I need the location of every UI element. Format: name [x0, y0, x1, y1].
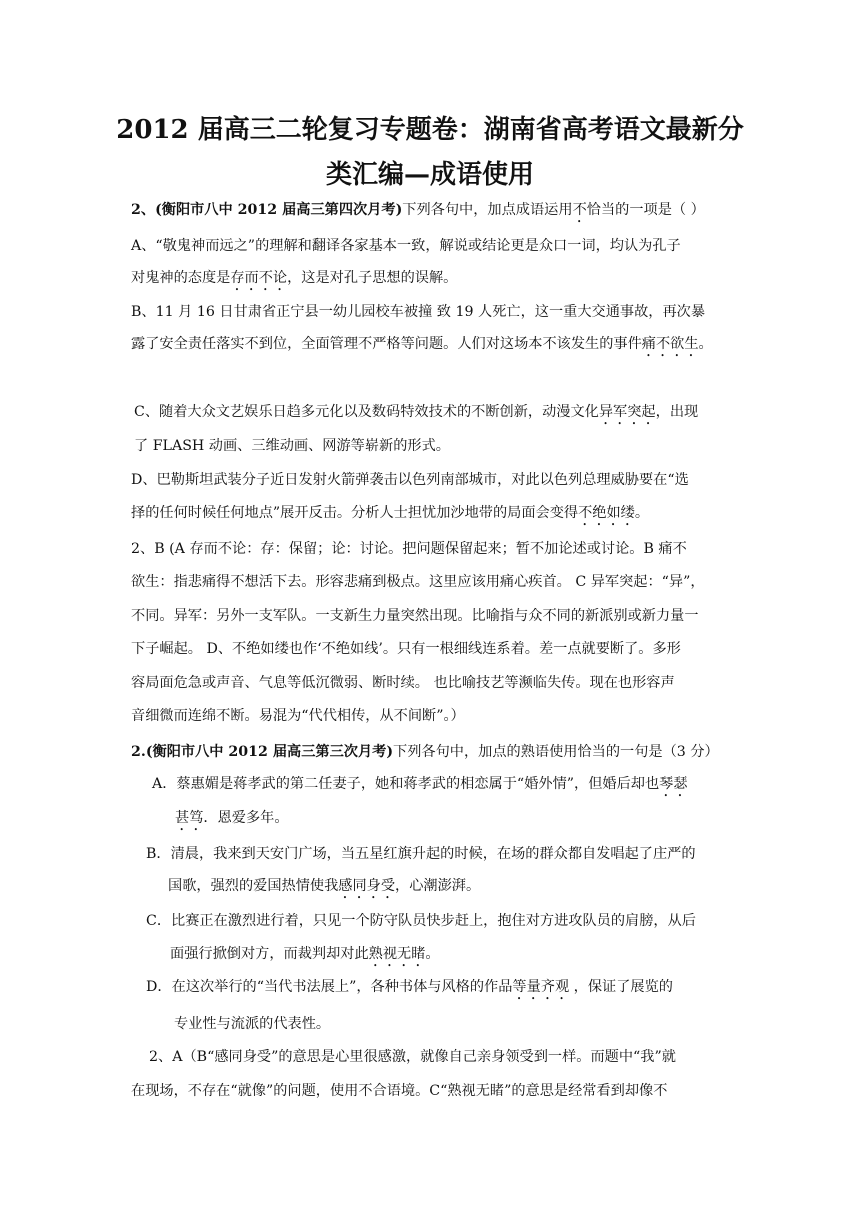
q1-option-b-line-1: B、11 月 16 日甘肃省正宁县一幼儿园校车被撞 致 19 人死亡，这一重大交通事故，再次暴: [131, 304, 706, 320]
text: ，这是对孔子思想的误解。: [287, 270, 458, 286]
answer-2-line-2: 在现场，不存在“就像”的问题，使用不合语境。C“熟视无睹”的意思是经常看到却像不: [131, 1083, 668, 1099]
idiom-emphasis: 痛不欲生: [641, 336, 699, 352]
text: A．蔡惠媚是蒋孝武的第二任妻子，她和蒋孝武的相恋属于“婚外情”，但婚后却也: [152, 776, 660, 792]
document-title: [100, 108, 760, 198]
answer-1-line-5: 容局面危急或声音、气息等低沉微弱、断时续。 也比喻技艺等濒临失传。现在也形容声: [131, 675, 675, 691]
q2-option-a-line-2: [175, 808, 289, 834]
text: 国歌，强烈的爱国热情使我: [168, 878, 339, 894]
q2-option-c-line-2: [170, 944, 440, 970]
q1-option-c-line-1: [134, 402, 698, 428]
q2-option-b-line-1: B．清晨，我来到天安门广场，当五星红旗升起的时候，在场的群众都自发唱起了庄严的: [146, 846, 696, 862]
answer-2-line-1: 2、A（B“感同身受”的意思是心里很感激，就像自己亲身领受到一样。而题中“我”就: [149, 1049, 676, 1065]
q1-option-d-line-2: [131, 503, 649, 529]
idiom-emphasis: 感同身受: [338, 878, 396, 894]
q1-option-c-line-2: 了 FLASH 动画、三维动画、网游等崭新的形式。: [134, 438, 450, 454]
q1-stem: [131, 200, 705, 226]
text: 。: [425, 946, 440, 962]
text: 对鬼神的态度是: [131, 270, 231, 286]
idiom-emphasis: 琴瑟: [659, 776, 688, 792]
answer-1-line-4: 下子崛起。 D、不绝如缕也作‘不绝如线’。只有一根细线连系着。差一点就要断了。多形: [131, 641, 681, 657]
idiom-emphasis: 不绝如缕: [578, 505, 635, 521]
q1-option-a-line-2: [131, 268, 457, 294]
q1-number: 2、: [131, 202, 156, 218]
q2-option-b-line-2: [168, 876, 480, 902]
q2-source: (衡阳市八中 2012 届高三第三次月考): [145, 744, 394, 760]
text: C、随着大众文艺娱乐日趋多元化以及数码特效技术的不断创新，动漫文化: [134, 404, 599, 420]
text: ，心潮澎湃。: [395, 878, 481, 894]
q2-option-d-line-2: 专业性与流派的代表性。: [174, 1016, 331, 1032]
q1-stem-text-end: 恰当的一项是（ ）: [586, 202, 705, 218]
text: 。: [634, 505, 650, 521]
text: ，出现: [655, 404, 699, 420]
text: 。: [698, 336, 713, 352]
q2-option-d-line-1: [146, 977, 673, 1003]
text: 露了安全责任落实不到位，全面管理不严格等问题。人们对这场本不该发生的事件: [131, 336, 642, 352]
q1-stem-text: 下列各句中，加点成语运用: [402, 202, 573, 218]
text: 面强行掀倒对方，而裁判却对此: [170, 946, 369, 962]
text: ，保证了展览的: [569, 979, 673, 995]
idiom-emphasis: 异军突起: [598, 404, 656, 420]
answer-1-line-2: 欲生：指悲痛得不想活下去。形容悲痛到极点。这里应该用痛心疾首。 C 异军突起：“异”，: [131, 574, 705, 590]
idiom-emphasis: 熟视无睹: [368, 946, 426, 962]
idiom-emphasis: 等量齐观: [512, 979, 570, 995]
idiom-emphasis: 甚笃: [175, 810, 204, 826]
q1-stem-emphasis: 不: [572, 202, 587, 218]
text: ．恩爱多年。: [203, 810, 289, 826]
idiom-emphasis: 存而不论: [230, 270, 288, 286]
text: 择的任何时候任何地点”展开反击。分析人士担忧加沙地带的局面会变得: [131, 505, 579, 521]
q1-option-b-line-2: [131, 334, 713, 360]
title-line-2: 类汇编—成语使用: [325, 160, 534, 190]
q1-source: (衡阳市八中 2012 届高三第四次月考): [155, 202, 403, 218]
q1-option-a-line-1: A、“敬鬼神而远之”的理解和翻译各家基本一致，解说或结论更是众口一词，均认为孔子: [131, 238, 681, 254]
answer-1-line-1: 2、B (A 存而不论：存：保留；论：讨论。把问题保留起来；暂不加论述或讨论。B 痛不: [131, 541, 687, 557]
q2-stem-text: 下列各句中，加点的熟语使用恰当的一句是（3 分）: [393, 744, 719, 760]
q2-option-a-line-1: [152, 774, 688, 800]
answer-1-line-6: 音细微而连绵不断。易混为“代代相传，从不间断”。）: [131, 708, 465, 724]
q2-stem: [131, 742, 719, 762]
title-line-1: 2012 届高三二轮复习专题卷：湖南省高考语文最新分: [116, 115, 744, 145]
answer-1-line-3: 不同。异军：另外一支军队。一支新生力量突然出现。比喻指与众不同的新派别或新力量一: [131, 608, 699, 624]
q2-number: 2.: [131, 744, 146, 760]
q1-option-d-line-1: D、巴勒斯坦武装分子近日发射火箭弹袭击以色列南部城市，对此以色列总理威胁要在“选: [131, 472, 689, 488]
text: D．在这次举行的“当代书法展上”，各种书体与风格的作品: [146, 979, 513, 995]
q2-option-c-line-1: C．比赛正在激烈进行着，只见一个防守队员快步赶上，抱住对方进攻队员的肩膀，从后: [146, 913, 696, 929]
